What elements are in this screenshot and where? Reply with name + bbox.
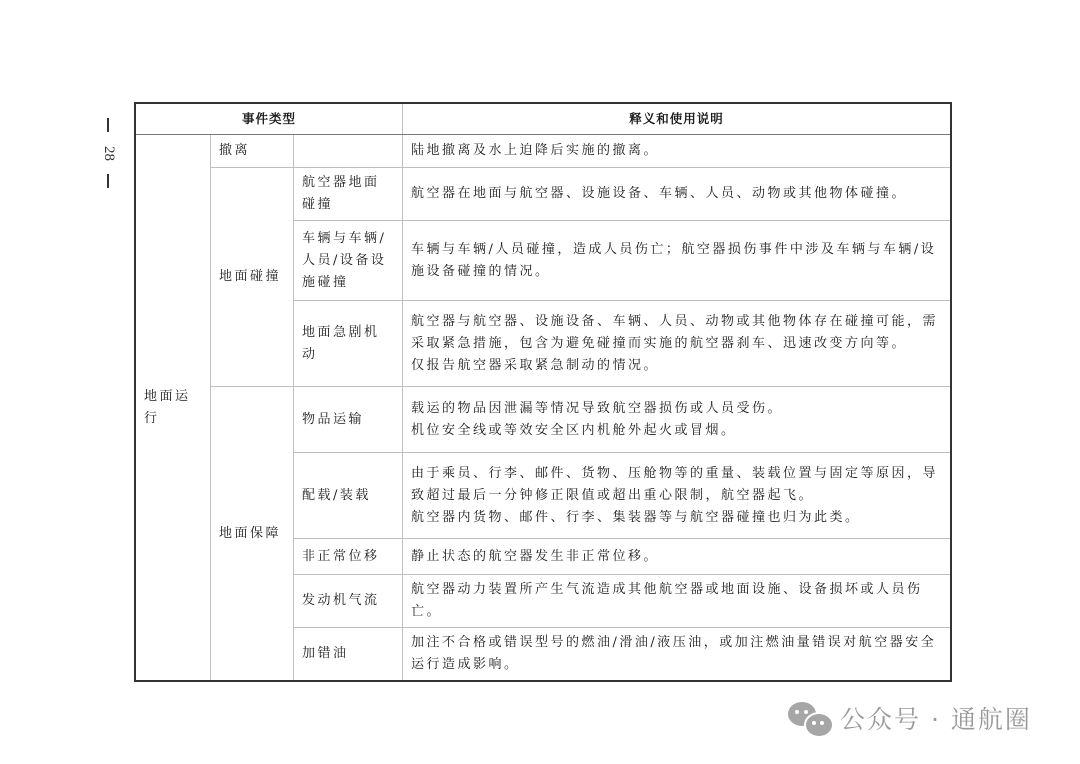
page-number-dash-bottom — [107, 174, 109, 188]
description-cell — [403, 387, 952, 453]
description-line: 加注不合格或错误型号的燃油/滑油/液压油，或加注燃油量错误对航空器安全运行造成影响。 — [411, 635, 937, 672]
subtype-cell — [294, 135, 403, 168]
page-number-dash-top — [107, 118, 109, 132]
description-line: 静止状态的航空器发生非正常位移。 — [411, 548, 660, 564]
group-cell: 地面碰撞 — [211, 168, 294, 387]
description-line: 陆地撤离及水上迫降后实施的撤离。 — [411, 143, 660, 158]
description-cell — [403, 301, 952, 387]
subtype-cell: 加错油 — [294, 628, 403, 682]
description-line: 航空器动力装置所产生气流造成其他航空器或地面设施、设备损坏或人员伤亡。 — [411, 582, 923, 619]
description-cell — [403, 453, 952, 539]
description-cell — [403, 539, 952, 575]
subtype-cell: 物品运输 — [294, 387, 403, 453]
description-line: 由于乘员、行李、邮件、货物、压舱物等的重量、装载位置与固定等原因，导致超过最后一分钟修正限值或超出重心限制，航空器起飞。 — [411, 465, 939, 503]
subtype-cell: 航空器地面碰撞 — [294, 168, 403, 221]
wechat-icon — [788, 700, 832, 736]
description-line: 仅报告航空器采取紧急制动的情况。 — [411, 357, 660, 373]
description-cell — [403, 135, 952, 168]
subtype-cell: 配载/装载 — [294, 453, 403, 539]
table-row — [135, 135, 951, 168]
description-cell — [403, 628, 952, 682]
header-description: 释义和使用说明 — [403, 103, 952, 135]
subtype-cell: 地面急剧机动 — [294, 301, 403, 387]
group-cell: 地面保障 — [211, 387, 294, 682]
description-line: 载运的物品因泄漏等情况导致航空器损伤或人员受伤。 — [411, 400, 784, 416]
page-number-value: 28 — [100, 145, 117, 161]
group-cell: 撤离 — [211, 135, 294, 168]
table-row — [135, 168, 951, 221]
category-cell: 地面运行 — [135, 135, 211, 682]
page-number — [96, 118, 120, 188]
description-line: 航空器内货物、邮件、行李、集装器等与航空器碰撞也归为此类。 — [411, 509, 861, 525]
event-type-table — [134, 102, 952, 682]
table-header-row — [135, 103, 951, 135]
description-cell — [403, 221, 952, 301]
table-row — [135, 387, 951, 453]
watermark-text: 公众号 · 通航圈 — [840, 705, 1032, 734]
description-cell — [403, 575, 952, 628]
description-line: 航空器与航空器、设施设备、车辆、人员、动物或其他物体存在碰撞可能，需采取紧急措施，包含为避免碰撞而实施的航空器刹车、迅速改变方向等。 — [411, 313, 939, 351]
description-line: 车辆与车辆/人员碰撞，造成人员伤亡；航空器损伤事件中涉及车辆与车辆/设施设备碰撞的情况。 — [411, 241, 937, 279]
subtype-cell: 非正常位移 — [294, 539, 403, 575]
subtype-cell: 车辆与车辆/人员/设备设施碰撞 — [294, 221, 403, 301]
subtype-cell: 发动机气流 — [294, 575, 403, 628]
description-line: 机位安全线或等效安全区内机舱外起火或冒烟。 — [411, 422, 737, 438]
watermark — [788, 700, 1032, 736]
description-cell — [403, 168, 952, 221]
header-event-type: 事件类型 — [135, 103, 403, 135]
description-line: 航空器在地面与航空器、设施设备、车辆、人员、动物或其他物体碰撞。 — [411, 186, 908, 201]
